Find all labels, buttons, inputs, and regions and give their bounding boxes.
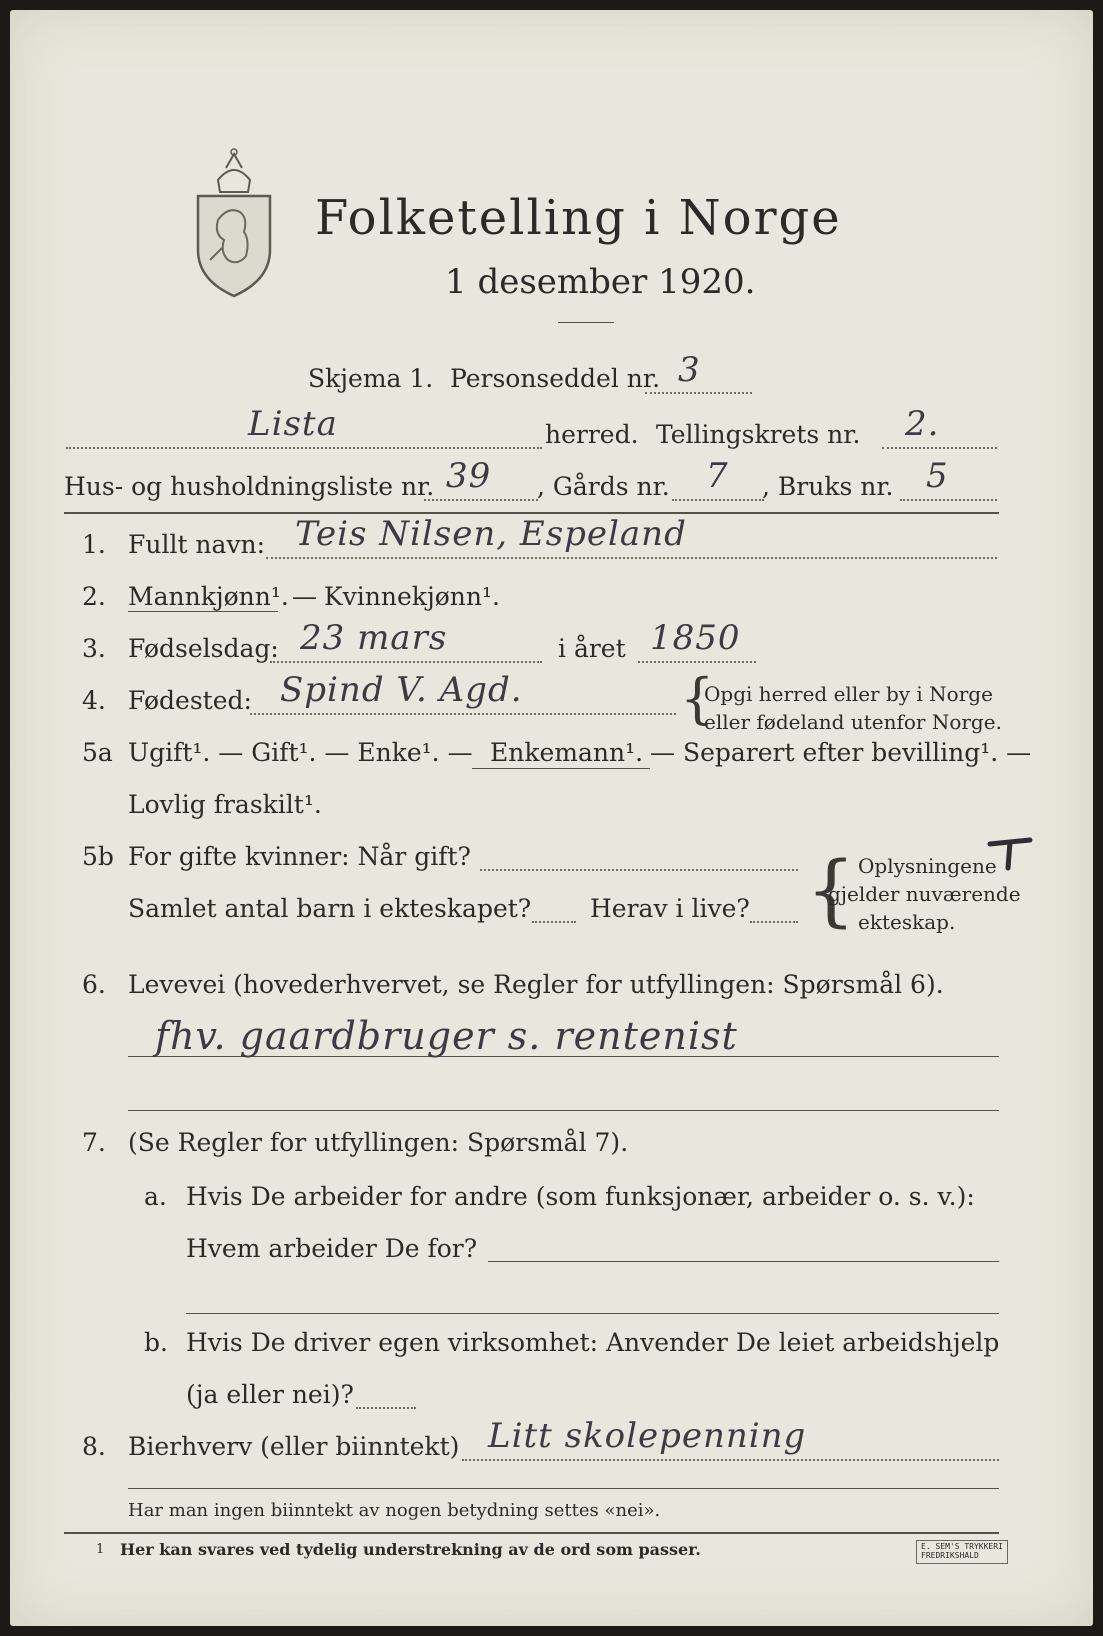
bruks-value: 5: [926, 456, 949, 496]
q3-value: 23 mars: [300, 618, 448, 658]
tellingskrets-label: Tellingskrets nr.: [656, 420, 861, 449]
q7b-letter: b.: [144, 1328, 168, 1357]
q5b-note-line3: ekteskap.: [858, 910, 956, 934]
herred-value: Lista: [248, 404, 338, 444]
q2-female-option: Kvinnekjønn¹.: [324, 582, 500, 611]
gards-label: , Gårds nr.: [537, 472, 670, 501]
hus-label: Hus- og husholdningsliste nr.: [64, 472, 435, 501]
q8-field-line-2: [128, 1488, 999, 1489]
q3-field-line: [270, 661, 542, 663]
gards-value: 7: [706, 456, 729, 496]
q8-value: Litt skolepenning: [488, 1416, 807, 1456]
q8-number: 8.: [82, 1432, 106, 1461]
personseddel-field-line: [645, 392, 752, 394]
footnote-mark: 1: [96, 1542, 105, 1557]
q3-label: Fødselsdag:: [128, 634, 279, 663]
q4-note-line1: Opgi herred eller by i Norge: [704, 682, 993, 706]
q1-value: Teis Nilsen, Espeland: [295, 514, 687, 554]
q5b-line1: For gifte kvinner: Når gift?: [128, 842, 471, 871]
q7a-field-line-2: [186, 1313, 999, 1314]
hus-field-line: [424, 499, 538, 501]
q5b-married-field-line: [480, 869, 798, 871]
bruks-label: , Bruks nr.: [762, 472, 894, 501]
q8-label: Bierhverv (eller biinntekt): [128, 1432, 460, 1461]
q5b-alive-field-line: [750, 921, 798, 923]
gards-field-line: [672, 499, 764, 501]
personseddel-value: 3: [678, 350, 701, 390]
printer-stamp-line1: E. SEM'S TRYKKERI: [921, 1542, 1003, 1551]
q5b-brace: {: [806, 846, 856, 936]
q4-brace: {: [680, 667, 715, 730]
norwegian-coat-of-arms-icon: [188, 140, 280, 300]
personseddel-label: Personseddel nr.: [450, 364, 661, 393]
printer-stamp: [916, 1540, 1008, 1564]
q3-year-label: i året: [558, 634, 626, 663]
q5b-number: 5b: [82, 842, 114, 871]
q3-number: 3.: [82, 634, 106, 663]
q5a-options-start: Ugift¹. — Gift¹. — Enke¹. —: [128, 738, 473, 767]
handwritten-check-mark-icon: [986, 836, 1036, 872]
q2-male-option: Mannkjønn¹.: [128, 582, 289, 611]
q5a-options-line2: Lovlig fraskilt¹.: [128, 790, 322, 819]
printer-stamp-line2: FREDRIKSHALD: [921, 1550, 979, 1560]
q5a-selected-option: Enkemann¹.: [490, 738, 644, 767]
tellingskrets-value: 2.: [905, 404, 940, 444]
q4-value: Spind V. Agd.: [280, 670, 523, 710]
q2-separator: —: [292, 582, 317, 611]
hus-value: 39: [446, 456, 492, 496]
q5b-alive-label: Herav i live?: [590, 894, 750, 923]
q5a-number: 5a: [82, 738, 113, 767]
q5a-selected-underline: [472, 768, 650, 769]
q4-number: 4.: [82, 686, 106, 715]
bruks-field-line: [900, 499, 997, 501]
q2-number: 2.: [82, 582, 106, 611]
q7b-line2: (ja eller nei)?: [186, 1380, 354, 1409]
q2-male-underline: [128, 611, 278, 612]
q4-field-line: [250, 713, 676, 715]
tellingskrets-field-line: [882, 447, 997, 449]
q5b-children-label: Samlet antal barn i ekteskapet?: [128, 894, 532, 923]
q7a-field-line: [488, 1261, 999, 1262]
title-divider: [558, 322, 614, 323]
q8-field-line: [462, 1459, 999, 1461]
q7b-field-line: [356, 1407, 416, 1409]
q5b-note-line2: gjelder nuværende: [828, 882, 1021, 906]
q7-label: (Se Regler for utfyllingen: Spørsmål 7).: [128, 1128, 629, 1157]
q6-value: fhv. gaardbruger s. rentenist: [155, 1014, 738, 1058]
q5a-options-end: — Separert efter bevilling¹. —: [650, 738, 1032, 767]
schema-label: Skjema 1.: [308, 364, 434, 393]
q7b-line1: Hvis De driver egen virksomhet: Anvender De leiet arbeidshjelp: [186, 1328, 1000, 1357]
q6-label: Levevei (hovederhvervet, se Regler for utfyllingen: Spørsmål 6).: [128, 970, 944, 999]
q5b-note-line1: Oplysningene: [858, 854, 997, 878]
q3-year-value: 1850: [650, 618, 741, 658]
q7a-letter: a.: [144, 1182, 167, 1211]
footnote-text: Her kan svares ved tydelig understrekning av de ord som passer.: [120, 1540, 701, 1559]
footnote-divider: [64, 1532, 999, 1534]
q6-field-line-2: [128, 1110, 999, 1111]
q8-note: Har man ingen biinntekt av nogen betydning settes «nei».: [128, 1500, 661, 1521]
census-form: [10, 10, 1093, 1626]
page-title: Folketelling i Norge: [315, 190, 842, 246]
q5b-children-field-line: [532, 921, 576, 923]
q3-year-field-line: [638, 661, 756, 663]
q7a-line2: Hvem arbeider De for?: [186, 1234, 478, 1263]
herred-field-line: [66, 447, 542, 449]
q1-label: Fullt navn:: [128, 530, 266, 559]
q7a-line1: Hvis De arbeider for andre (som funksjonær, arbeider o. s. v.):: [186, 1182, 975, 1211]
q1-field-line: [266, 557, 997, 559]
q4-label: Fødested:: [128, 686, 252, 715]
q1-number: 1.: [82, 530, 106, 559]
q7-number: 7.: [82, 1128, 106, 1157]
herred-label: herred.: [545, 420, 639, 449]
census-date: 1 desember 1920.: [445, 262, 756, 302]
q4-note-line2: eller fødeland utenfor Norge.: [704, 710, 1002, 734]
q6-number: 6.: [82, 970, 106, 999]
